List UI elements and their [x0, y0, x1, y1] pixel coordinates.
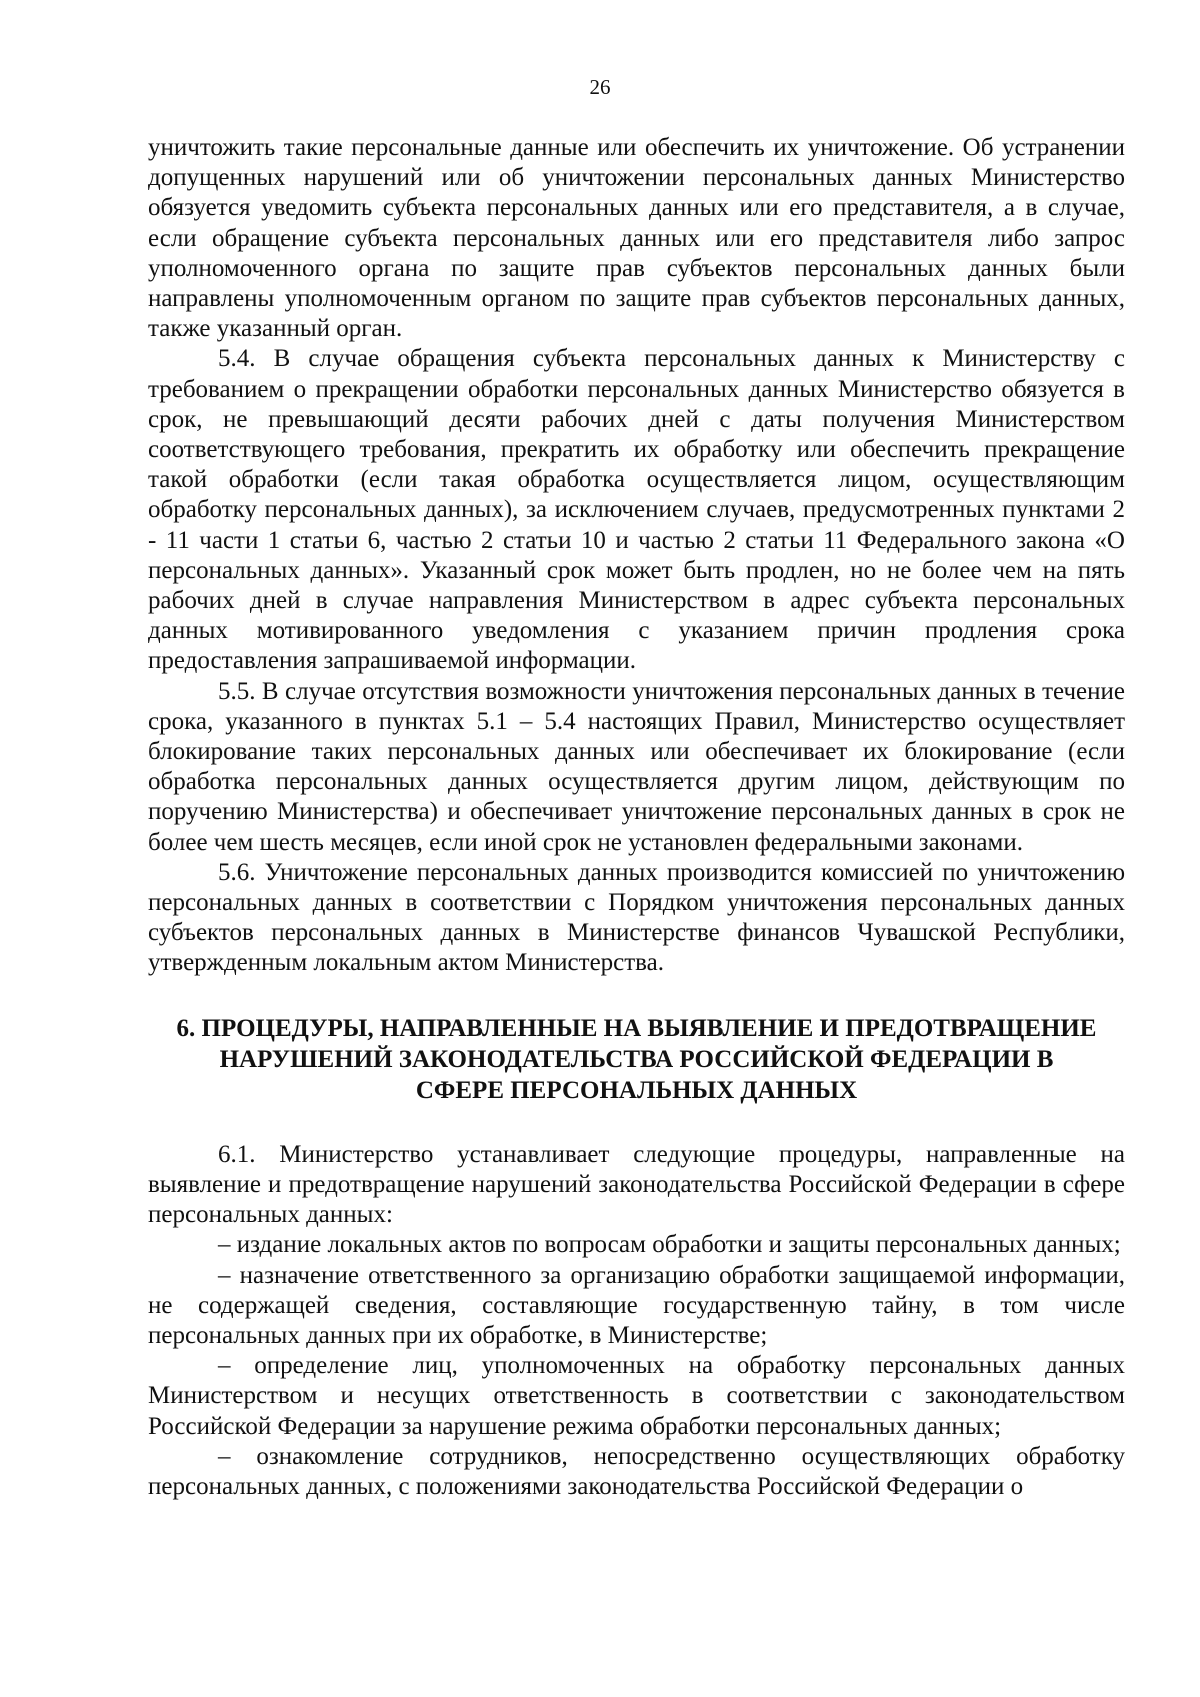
paragraph-5-4: 5.4. В случае обращения субъекта персональных данных к Министерству с требованием о прекращении обработки персональных данных Министерство обязуется в срок, не превышающий десяти рабочих дней с даты получения Министерством соответствующего требования, прекратить их обработку или обеспечить прекращение такой обработки (если такая обработка осуществляется лицом, осуществляющим обработку персональных данных), за исключением случаев, предусмотренных пунктами 2 - 11 части 1 статьи 6, частью 2 статьи 10 и частью 2 статьи 11 Федерального закона «О персональных данных». Указанный срок может быть продлен, но не более чем на пять рабочих дней в случае направления Министерством в адрес субъекта персональных данных мотивированного уведомления с указанием причин продления срока предоставления запрашиваемой информации.: [148, 345, 1125, 675]
document-body: [148, 133, 1125, 1502]
list-item: – назначение ответственного за организацию обработки защищаемой информации, не содержащей сведения, составляющие государственную тайну, в том числе персональных данных при их обработке, в Министерстве;: [148, 1261, 1125, 1349]
list-item: – определение лиц, уполномоченных на обработку персональных данных Министерством и несущих ответственность в соответствии с законодательством Российской Федерации за нарушение режима обработки персональных данных;: [148, 1352, 1125, 1440]
section-heading-line-2: НАРУШЕНИЙ ЗАКОНОДАТЕЛЬСТВА РОССИЙСКОЙ ФЕДЕРАЦИИ В: [219, 1045, 1054, 1073]
section-heading-line-1: 6. ПРОЦЕДУРЫ, НАПРАВЛЕННЫЕ НА ВЫЯВЛЕНИЕ И ПРЕДОТВРАЩЕНИЕ: [176, 1014, 1097, 1042]
paragraph-6-1: 6.1. Министерство устанавливает следующие процедуры, направленные на выявление и предотвращение нарушений законодательства Российской Федерации в сфере персональных данных:: [148, 1140, 1125, 1229]
paragraph-5-6: 5.6. Уничтожение персональных данных производится комиссией по уничтожению персональных данных в соответствии с Порядком уничтожения персональных данных субъектов персональных данных в Министерстве финансов Чувашской Республики, утвержденным локальным актом Министерства.: [148, 858, 1125, 977]
paragraph-continuation: уничтожить такие персональные данные или обеспечить их уничтожение. Об устранении допущенных нарушений или об уничтожении персональных данных Министерство обязуется уведомить субъекта персональных данных или его представителя, а в случае, если обращение субъекта персональных данных или его представителя либо запрос уполномоченного органа по защите прав субъектов персональных данных были направлены уполномоченным органом по защите прав субъектов персональных данных, также указанный орган.: [148, 134, 1125, 343]
section-heading: [148, 1013, 1125, 1106]
paragraph-5-5: 5.5. В случае отсутствия возможности уничтожения персональных данных в течение срока, указанного в пунктах 5.1 – 5.4 настоящих Правил, Министерство осуществляет блокирование таких персональных данных или обеспечивает их блокирование (если обработка персональных данных осуществляется другим лицом, действующим по поручению Министерства) и обеспечивает уничтожение персональных данных в срок не более чем шесть месяцев, если иной срок не установлен федеральными законами.: [148, 677, 1125, 856]
section-heading-line-3: СФЕРЕ ПЕРСОНАЛЬНЫХ ДАННЫХ: [415, 1076, 858, 1104]
list-item: – издание локальных актов по вопросам обработки и защиты персональных данных;: [218, 1231, 1121, 1259]
list-item: – ознакомление сотрудников, непосредственно осуществляющих обработку персональных данных, с положениями законодательства Российской Федерации о: [148, 1442, 1125, 1500]
page-number: 26: [589, 75, 611, 99]
